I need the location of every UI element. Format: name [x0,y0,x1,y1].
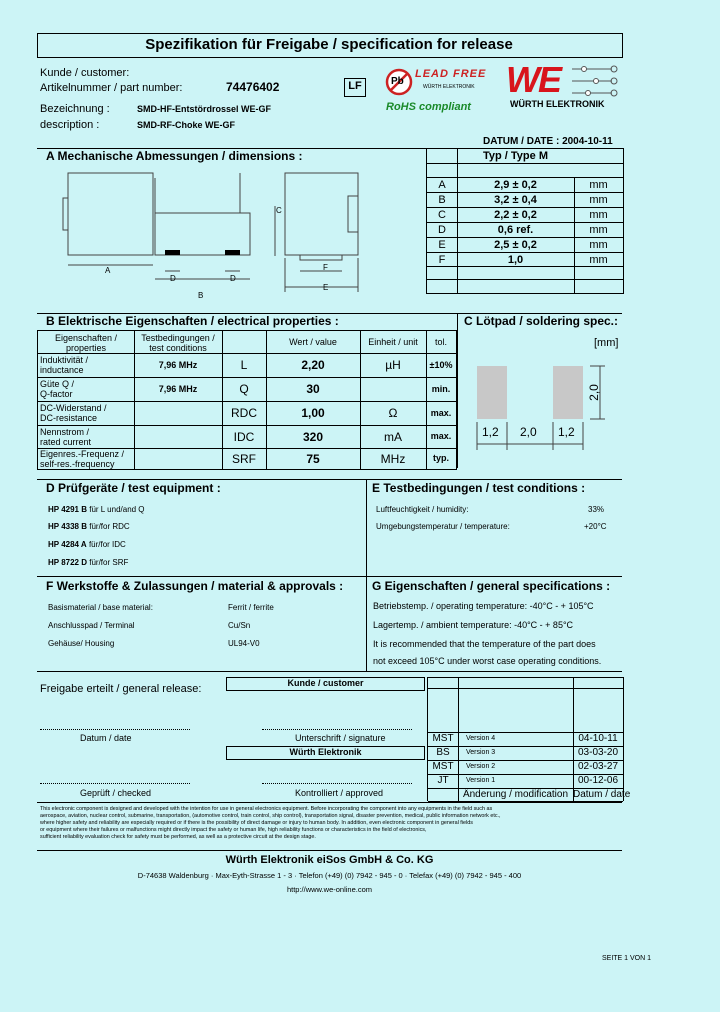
designation: SMD-HF-Entstördrossel WE-GF [137,104,271,114]
version-table: MST Version 4 04-10-11 BS Version 3 03-03-20 MST Version 2 02-03-27 JT Version 1 00-12-06 Änderung / modification Datum / date [427,677,624,801]
pad-dimensions [470,360,620,460]
customer-label: Kunde / customer: [40,67,130,79]
lf-label: LF [348,80,362,92]
dimension-table: Typ / Type M A 2,9 ± 0,2 mm B 3,2 ± 0,4 mm C 2,2 ± 0,2 mm D 0,6 ref. mm E 2,5 ± 0,2 mm F 1,0 mm [426,148,624,294]
spec-line-4: not exceed 105°C under worst case operating conditions. [373,656,602,666]
spec-line-3: It is recommended that the temperature of the part does [373,639,596,649]
company-web[interactable]: http://www.we-online.com [286,885,373,894]
section-f-title: F Werkstoffe & Zulassungen / material & approvals : [46,579,344,593]
material-1-value: Ferrit / ferrite [228,603,274,612]
wuerth-header-label: Würth Elektronik [289,747,362,757]
checked-line [40,783,190,784]
company-address: D-74638 Waldenburg · Max-Eyth-Strasse 1 - 3 · Telefon (+49) (0) 7942 - 945 - 0 · Telefax (+49) (0) 7942 - 945 - 400 [137,871,522,880]
header-prop: Eigenschaften / properties [54,333,118,353]
dim-label-f: F [323,263,328,272]
section-a-title: A Mechanische Abmessungen / dimensions : [46,149,303,163]
general-release-label: Freigabe erteilt / general release: [40,683,202,695]
release-rule [37,671,622,672]
we-logo [502,59,622,111]
customer-header-label: Kunde / customer [287,678,364,688]
type-header: Typ / Type M [483,150,548,162]
equipment-4: HP 8722 D für/for SRF [48,558,129,567]
material-1-label: Basismaterial / base material: [48,603,153,612]
header-unit: Einheit / unit [368,337,418,347]
dim-label-a: A [105,266,111,275]
header-value: Wert / value [289,337,337,347]
part-number: 74476402 [226,80,280,94]
material-3-label: Gehäuse/ Housing [48,639,115,648]
temperature-value: +20°C [584,522,607,531]
section-e-title: E Testbedingungen / test conditions : [372,481,586,495]
part-number-label: Artikelnummer / part number: [40,82,183,94]
dimension-drawing [55,168,375,298]
section-g-title: G Eigenschaften / general specifications : [372,579,611,593]
header-tol: tol. [434,337,447,347]
humidity-value: 33% [588,505,605,514]
electrical-table: Eigenschaften / properties Testbedingungen / test conditions Wert / value Einheit / unit tol. Induktivität / inductance 7,96 MHz L 2,20 µH ±10% Güte Q / Q-factor 7,96 MHz Q 30 min. DC-Widerstand / DC-resistance RDC 1,00 Ω max. Nennstrom / rated current IDC 320 mA max. Eigenres.-Frequenz / self-res.-frequency SRF 75 MHz typ. [37,330,457,470]
brand-name: WÜRTH ELEKTRONIK [510,99,605,109]
we-letters: WE [506,59,560,100]
approved-line [262,783,412,784]
header-cond: Testbedingungen / test conditions [141,333,215,353]
lead-free-sub: WÜRTH ELEKTRONIK [423,84,475,90]
material-3-value: UL94-V0 [228,639,260,648]
spec-line-2: Lagertemp. / ambient temperature: -40°C - + 85°C [373,620,574,630]
signature-line [262,729,412,730]
pad-dim-1: 1,2 [482,425,499,439]
material-2-label: Anschlusspad / Terminal [48,621,135,630]
dim-label-d1: D [170,274,176,283]
equipment-3: HP 4284 A für/for IDC [48,540,126,549]
date-line [40,729,190,730]
description: SMD-RF-Choke WE-GF [137,120,235,130]
material-2-value: Cu/Sn [228,621,251,630]
section-d-rule [37,479,622,480]
approved-caption: Kontrolliert / approved [295,788,384,798]
disclaimer-rule [37,802,622,803]
pad-dim-h: 2,0 [586,384,601,401]
dimension-drawing-svg [55,168,375,298]
equipment-1: HP 4291 B für L und/and Q [48,505,145,514]
section-c-divider [457,313,458,468]
pad-dim-3: 1,2 [558,425,575,439]
date-caption: Datum / date [80,733,132,743]
pad-unit: [mm] [594,337,619,349]
checked-caption: Geprüft / checked [80,788,152,798]
equipment-2: HP 4338 B für/for RDC [48,522,130,531]
page-title: Spezifikation für Freigabe / specification for release [145,36,513,53]
date: DATUM / DATE : 2004-10-11 [483,136,613,147]
signature-caption: Unterschrift / signature [295,733,386,743]
company-name: Würth Elektronik eiSos GmbH & Co. KG [225,854,434,866]
pb-text: Pb [391,76,404,87]
page-number: SEITE 1 VON 1 [602,955,652,962]
section-b-title: B Elektrische Eigenschaften / electrical properties : [46,314,339,328]
dim-label-d2: D [230,274,236,283]
designation-label: Bezeichnung : [40,103,110,115]
section-de-divider [366,479,367,576]
description-label: description : [40,119,100,131]
dim-label-e: E [323,283,329,292]
lead-free-logo [385,67,485,97]
section-d-title: D Prüfgeräte / test equipment : [46,481,221,495]
pad-dim-2: 2,0 [520,425,537,439]
spec-line-1: Betriebstemp. / operating temperature: -40°C - + 105°C [373,601,594,611]
pad-dimensions-svg [470,360,620,460]
rohs-text: RoHS compliant [386,101,471,113]
lead-free-text: LEAD FREE [415,68,487,80]
section-fg-divider [366,576,367,671]
temperature-label: Umgebungstemperatur / temperature: [376,522,510,531]
section-c-title: C Lötpad / soldering spec.: [464,314,619,328]
date-header: Datum / date [573,789,631,800]
dim-label-b: B [198,291,204,300]
dim-label-c: C [276,206,282,215]
section-f-rule [37,576,622,577]
humidity-label: Luftfeuchtigkeit / humidity: [376,505,469,514]
footer-rule [37,850,622,851]
change-header: Änderung / modification [462,789,569,800]
